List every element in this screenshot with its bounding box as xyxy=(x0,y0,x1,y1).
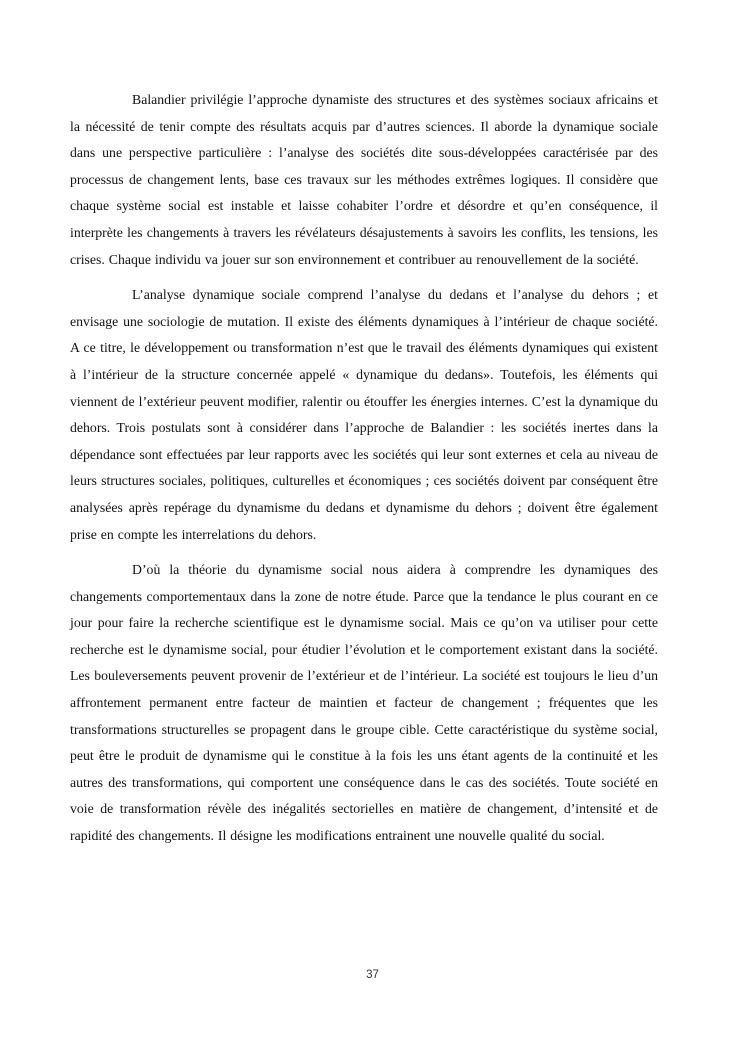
paragraph-balandier-approach: Balandier privilégie l’approche dynamiste des structures et des systèmes sociaux africains et la nécessité de tenir compte des résultats acquis par d’autres sciences. Il aborde la dynamique sociale dans une perspective particulière : l’analyse des sociétés dite sous-développées caractérisée par des processus de changement lents, base ces travaux sur les méthodes extrêmes logiques. Il considère que chaque système social est instable et laisse cohabiter l’ordre et désordre et qu’en conséquence, il interprète les changements à travers les révélateurs désajustements à savoirs les conflits, les tensions, les crises. Chaque individu va jouer sur son environnement et contribuer au renouvellement de la société. xyxy=(70,92,658,267)
document-body-text xyxy=(70,87,658,859)
paragraph-analyse-dynamique: L’analyse dynamique sociale comprend l’analyse du dedans et l’analyse du dehors ; et envisage une sociologie de mutation. Il existe des éléments dynamiques à l’intérieur de chaque société. A ce titre, le développement ou transformation n’est que le travail des éléments dynamiques qui existent à l’intérieur de la structure concernée appelé « dynamique du dedans». Toutefois, les éléments qui viennent de l’extérieur peuvent modifier, ralentir ou étouffer les énergies internes. C’est la dynamique du dehors. Trois postulats sont à considérer dans l’approche de Balandier : les sociétés inertes dans la dépendance sont effectuées par leur rapports avec les sociétés qui leur sont externes et cela au niveau de leurs structures sociales, politiques, culturelles et économiques ; ces sociétés doivent par conséquent être analysées après repérage du dynamisme du dedans et dynamisme du dehors ; doivent être également prise en compte les interrelations du dehors. xyxy=(70,287,658,542)
paragraph-theorie-dynamisme: D’où la théorie du dynamisme social nous aidera à comprendre les dynamiques des changements comportementaux dans la zone de notre étude. Parce que la tendance le plus courant en ce jour pour faire la recherche scientifique est le dynamisme social. Mais ce qu’on va utiliser pour cette recherche est le dynamisme social, pour étudier l’évolution et le comportement existant dans la société. Les bouleversements peuvent provenir de l’extérieur et de l’intérieur. La société est toujours le lieu d’un affrontement permanent entre facteur de maintien et facteur de changement ; fréquentes que les transformations structurelles se propagent dans le groupe cible. Cette caractéristique du système social, peut être le produit de dynamisme qui le constitue à la fois les uns étant agents de la continuité et les autres des transformations, qui comportent une conséquence dans le cas des sociétés. Toute société en voie de transformation révèle des inégalités sectorielles en matière de changement, d’intensité et de rapidité des changements. Il désigne les modifications entrainent une nouvelle qualité du social. xyxy=(70,562,658,844)
page-number: 37 xyxy=(366,969,379,981)
